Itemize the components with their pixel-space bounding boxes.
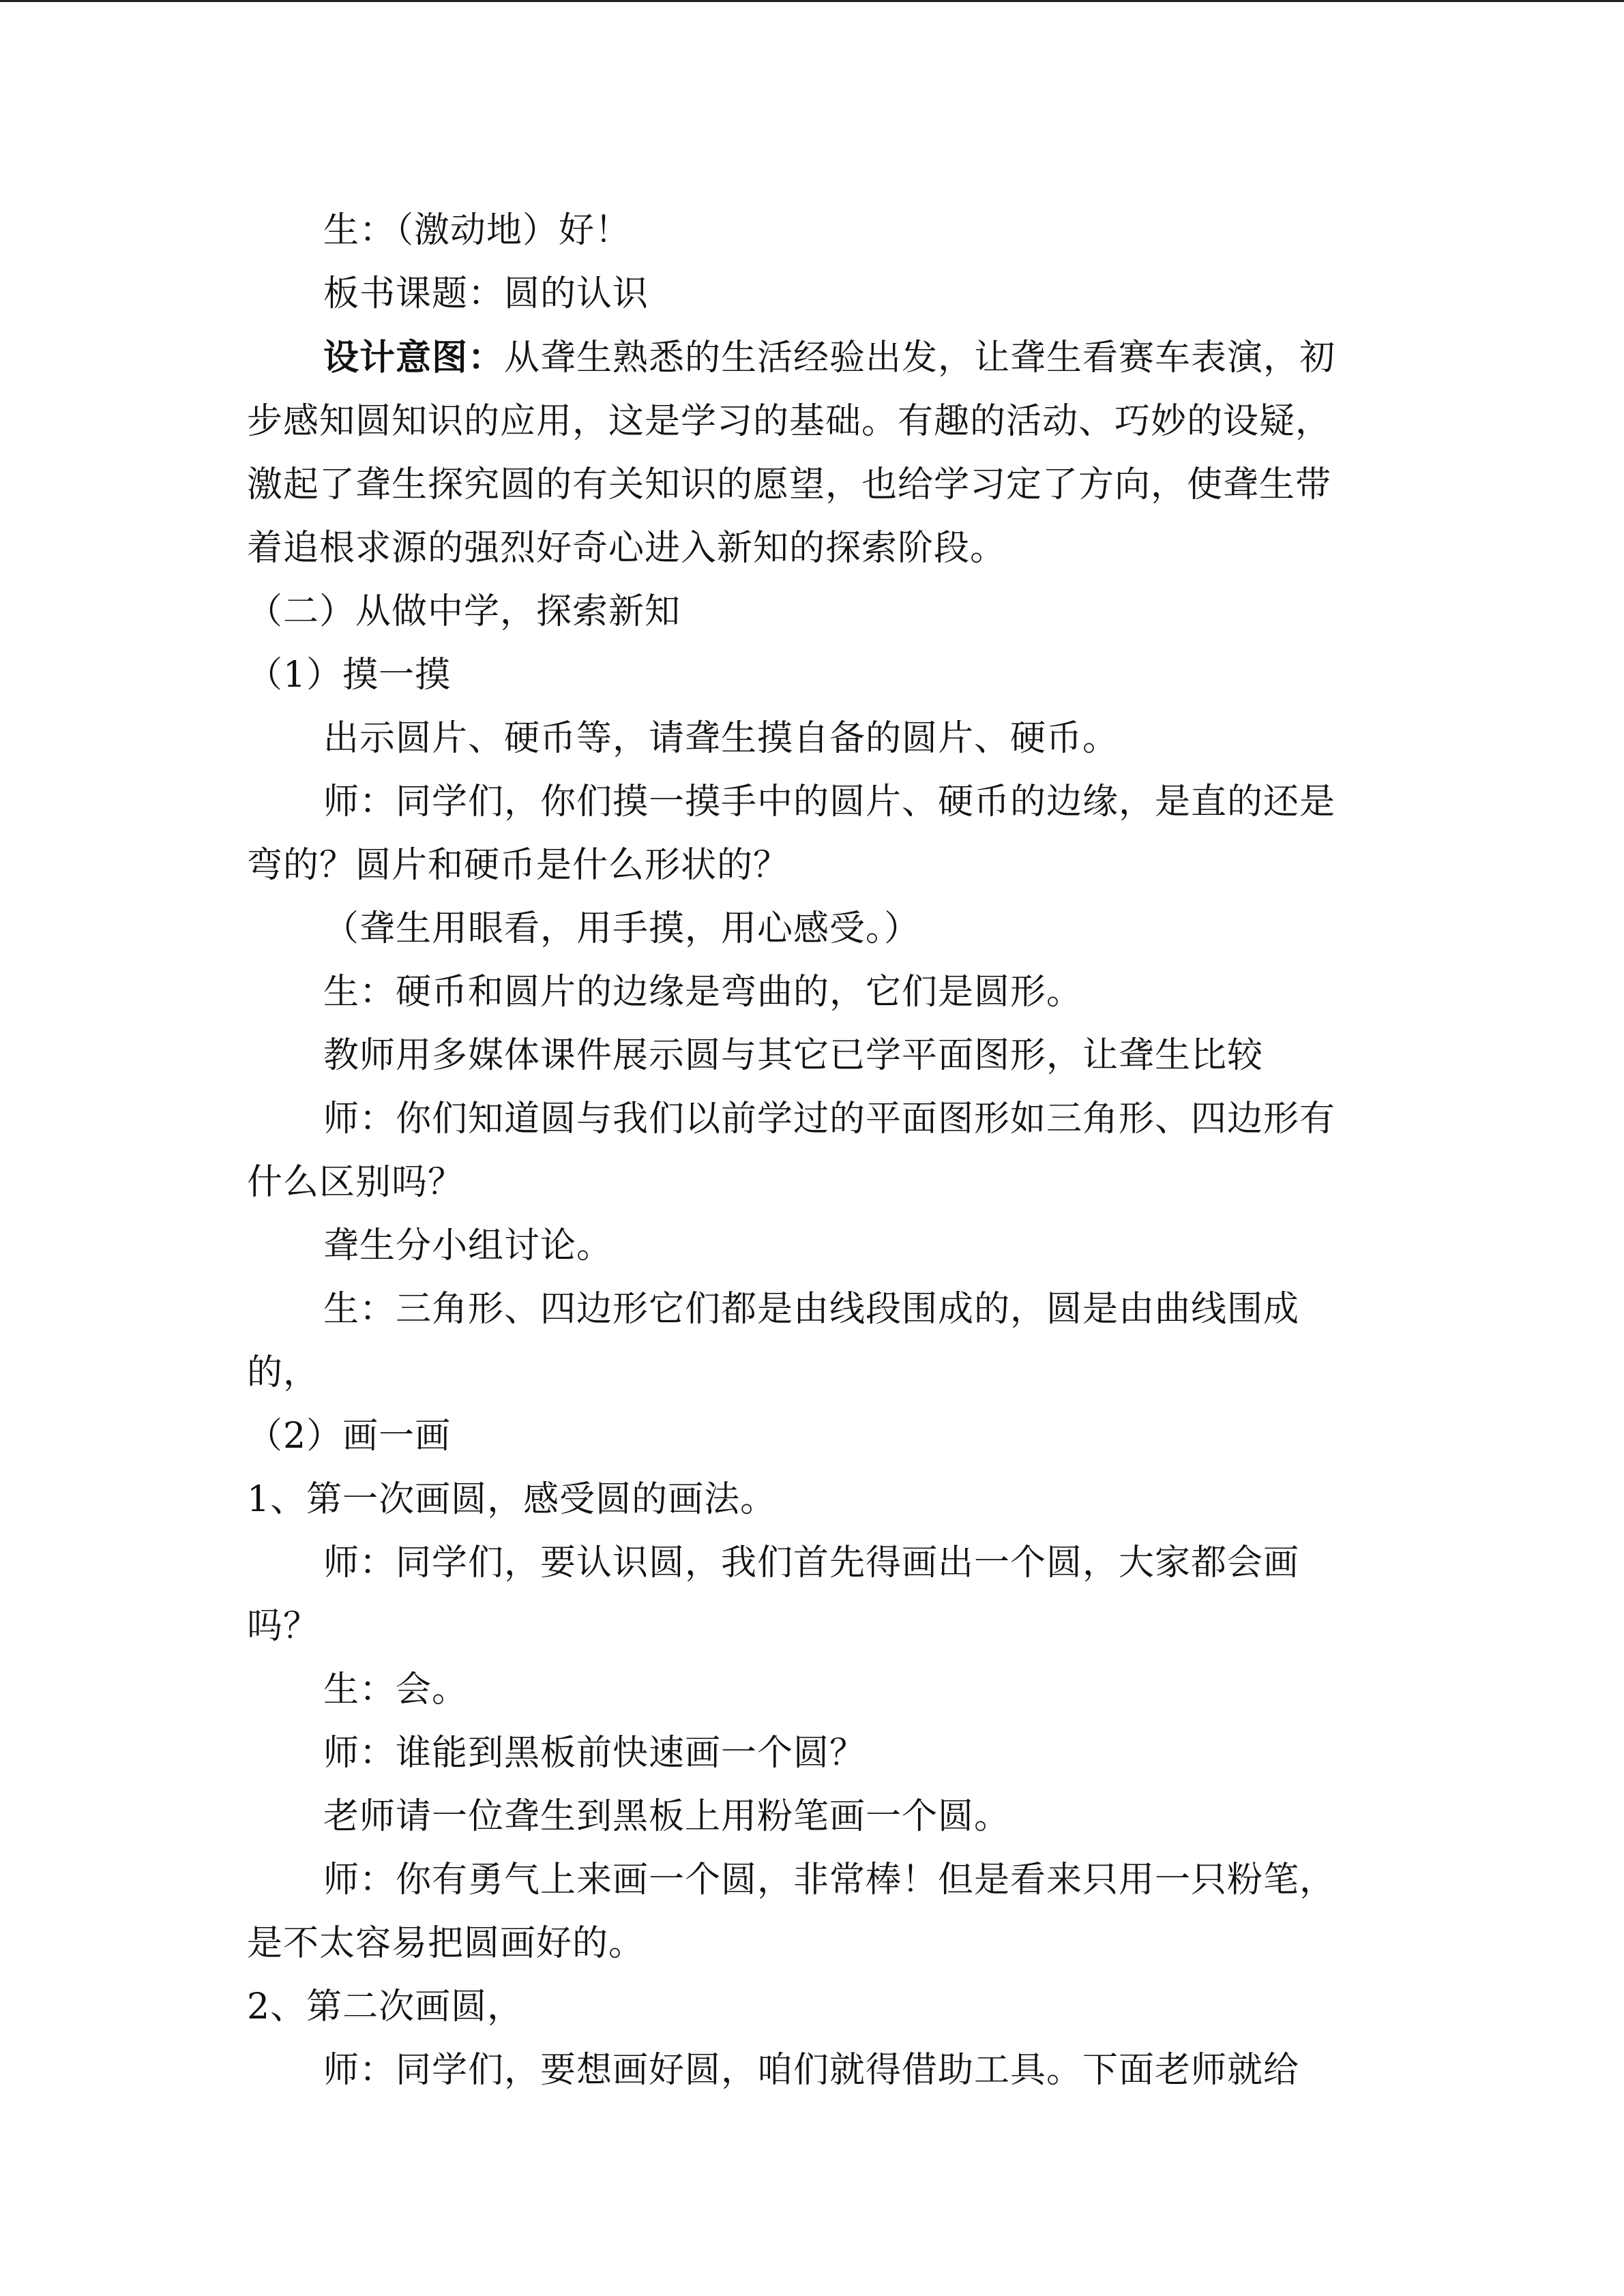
top-border-line (0, 0, 1624, 2)
step-heading-second-draw: 2、第二次画圆， (247, 1986, 524, 2027)
paragraph-show-materials: 出示圆片、硬币等，请聋生摸自备的圆片、硬币。 (323, 718, 1119, 759)
subsection-heading-draw: （2）画一画 (247, 1416, 452, 1457)
step-heading-first-draw: 1、第一次画圆，感受圆的画法。 (247, 1479, 777, 1520)
paragraph-student-reply: 生：（激动地）好！ (323, 210, 632, 251)
paragraph-student-answer-curved: 生：硬币和圆片的边缘是弯曲的，它们是圆形。 (323, 972, 1083, 1013)
paragraph-teacher-praise: 师：你有勇气上来画一个圆，非常棒！但是看来只用一只粉笔，是不太容易把圆画好的。 (247, 1860, 1336, 1964)
paragraph-teacher-tools: 师：同学们，要想画好圆，咱们就得借助工具。下面老师就给 (323, 2050, 1300, 2091)
paragraph-teacher-who-draws: 师：谁能到黑板前快速画一个圆？ (323, 1733, 866, 1774)
subsection-heading-touch: （1）摸一摸 (247, 655, 452, 696)
paragraph-teacher-question-edge: 师：同学们，你们摸一摸手中的圆片、硬币的边缘，是直的还是弯的？圆片和硬币是什么形状的？ (247, 781, 1336, 886)
paragraph-board-title: 板书课题：圆的认识 (323, 273, 649, 314)
design-intent-text: 从聋生熟悉的生活经验出发，让聋生看赛车表演，初步感知圆知识的应用，这是学习的基础。有趣的活动、巧妙的设疑，激起了聋生探究圆的有关知识的愿望，也给学习定了方向，使聋生带着追根求源的强烈好奇心进入新知的探索阶段。 (247, 338, 1336, 569)
paragraph-multimedia-compare: 教师用多媒体课件展示圆与其它已学平面图形，让聋生比较 (323, 1035, 1264, 1076)
design-intent-label: 设计意图： (323, 337, 505, 378)
paragraph-design-intent (247, 326, 1359, 580)
paragraph-students-feel: （聋生用眼看，用手摸，用心感受。） (323, 908, 921, 949)
paragraph-teacher-question-difference: 师：你们知道圆与我们以前学过的平面图形如三角形、四边形有什么区别吗？ (247, 1099, 1336, 1203)
paragraph-student-answer-segments: 生：三角形、四边形它们都是由线段围成的，圆是由曲线围成的， (247, 1289, 1300, 1393)
section-heading-learn-by-doing: （二）从做中学，探索新知 (247, 591, 681, 632)
paragraph-student-at-board: 老师请一位聋生到黑板上用粉笔画一个圆。 (323, 1796, 1011, 1837)
paragraph-group-discussion: 聋生分小组讨论。 (323, 1225, 613, 1266)
document-body (247, 199, 1359, 2102)
paragraph-student-yes: 生：会。 (323, 1669, 469, 1710)
paragraph-teacher-ask-draw: 师：同学们，要认识圆，我们首先得画出一个圆，大家都会画吗？ (247, 1542, 1300, 1647)
